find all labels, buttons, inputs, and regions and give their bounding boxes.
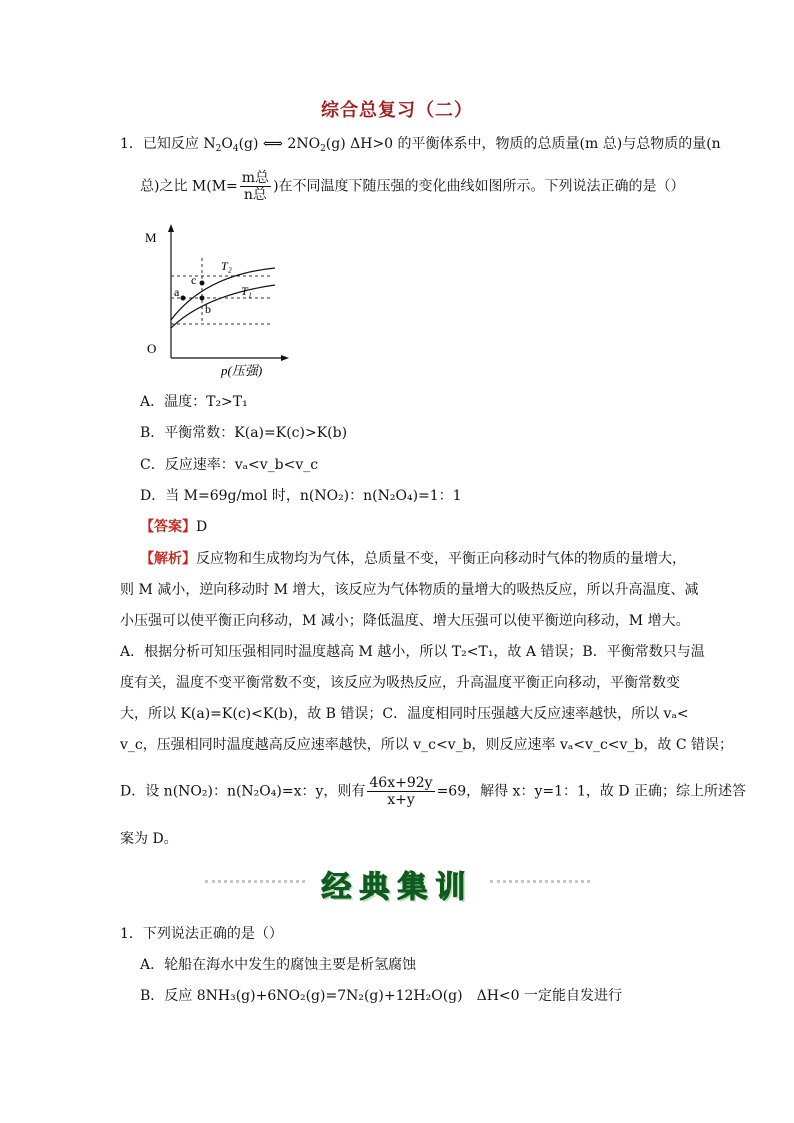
analysis-line-6: 大，所以 K(a)=K(c)<K(b)，故 B 错误；C．温度相同时压强越大反应速率越快，所以 vₐ< bbox=[120, 706, 689, 722]
option-b: B．平衡常数：K(a)=K(c)>K(b) bbox=[140, 425, 348, 441]
option-a: A．温度：T₂>T₁ bbox=[140, 394, 248, 410]
molar-mass-fraction bbox=[240, 170, 271, 203]
answer-value: D bbox=[196, 519, 208, 535]
q1-text: 总)之比 M(M= bbox=[140, 178, 238, 195]
analysis-text: =69，解得 x：y=1：1，故 D 正确；综上所述答 bbox=[436, 783, 747, 800]
q1-text: (g) ⟺ 2NO bbox=[238, 136, 321, 152]
analysis-text: 反应物和生成物均为气体，总质量不变，平衡正向移动时气体的物质的量增大， bbox=[196, 551, 686, 567]
analysis-line-8 bbox=[120, 775, 746, 808]
fraction-numerator: m总 bbox=[241, 170, 270, 186]
analysis-text: D．设 n(NO₂)：n(N₂O₄)=x：y，则有 bbox=[120, 783, 366, 800]
chart-xlabel: p(压强) bbox=[221, 363, 263, 378]
point-label-a: a bbox=[174, 285, 180, 299]
analysis-line-5: 度有关，温度不变平衡常数不变，该反应为吸热反应，升高温度平衡正向移动，平衡常数变 bbox=[120, 675, 680, 691]
question-1-line-1 bbox=[120, 134, 721, 159]
y-axis-arrow bbox=[168, 224, 174, 232]
series-label-T2: T₂ bbox=[221, 259, 232, 273]
chart-origin-label: O bbox=[147, 341, 157, 356]
question-2-stem: 1．下列说法正确的是（） bbox=[120, 926, 283, 942]
curve-T1 bbox=[171, 285, 275, 328]
x-axis-arrow bbox=[281, 355, 289, 361]
point-label-b: b bbox=[205, 302, 211, 316]
curve-T2 bbox=[171, 268, 275, 320]
question-1-line-2 bbox=[140, 170, 685, 203]
answer-tag: 【答案】 bbox=[140, 519, 196, 535]
banner-dots-right bbox=[490, 880, 590, 883]
analysis-line-9: 案为 D。 bbox=[120, 831, 178, 847]
answer-line bbox=[140, 517, 207, 537]
subscript: 4 bbox=[232, 144, 239, 154]
subscript: 2 bbox=[320, 144, 326, 154]
series-label-T1: T₁ bbox=[241, 284, 252, 298]
option-d: D．当 M=69g/mol 时，n(NO₂)：n(N₂O₄)=1：1 bbox=[140, 488, 462, 504]
analysis-line-7: v_c，压强相同时温度越高反应速率越快，所以 v_c<v_b，则反应速率 vₐ<v_c<v_b，故 C 错误； bbox=[120, 737, 734, 753]
q1-text: O bbox=[221, 136, 233, 152]
pressure-molar-mass-chart bbox=[135, 220, 305, 380]
q1-text: )在不同温度下随压强的变化曲线如图所示。下列说法正确的是（） bbox=[273, 178, 685, 195]
analysis-line-1 bbox=[140, 549, 686, 569]
analysis-tag: 【解析】 bbox=[140, 551, 196, 567]
q1-text: (g) ΔH>0 的平衡体系中，物质的总质量(m 总)与总物质的量(n bbox=[325, 136, 721, 152]
fraction-denominator: n总 bbox=[243, 187, 267, 203]
q1-text: 1．已知反应 N bbox=[120, 136, 216, 152]
question-2-option-b: B．反应 8NH₃(g)+6NO₂(g)=7N₂(g)+12H₂O(g) ΔH<0 一定能自发进行 bbox=[140, 988, 622, 1004]
page-title: 综合总复习（二） bbox=[321, 100, 473, 121]
analysis-line-4: A．根据分析可知压强相同时温度越高 M 越小，所以 T₂<T₁，故 A 错误；B．平衡常数只与温 bbox=[120, 644, 705, 660]
analysis-line-3: 小压强可以使平衡正向移动，M 减小；降低温度、增大压强可以使平衡逆向移动，M 增大。 bbox=[120, 613, 690, 629]
banner-title: 经典集训 bbox=[321, 870, 474, 905]
point-a bbox=[181, 296, 186, 301]
chart-ylabel: M bbox=[145, 230, 157, 245]
analysis-line-2: 则 M 减小，逆向移动时 M 增大，该反应为气体物质的量增大的吸热反应，所以升高温度、减 bbox=[120, 582, 699, 598]
subscript: 2 bbox=[215, 144, 222, 154]
point-b bbox=[200, 296, 205, 301]
fraction-numerator: 46x+92y bbox=[369, 775, 433, 791]
point-label-c: c bbox=[191, 273, 197, 287]
point-c bbox=[200, 281, 205, 286]
section-banner bbox=[205, 858, 590, 906]
average-molar-mass-fraction bbox=[367, 775, 434, 808]
option-c: C．反应速率：vₐ<v_b<v_c bbox=[140, 457, 319, 473]
fraction-denominator: x+y bbox=[387, 792, 415, 808]
question-2-option-a: A．轮船在海水中发生的腐蚀主要是析氢腐蚀 bbox=[140, 957, 417, 973]
